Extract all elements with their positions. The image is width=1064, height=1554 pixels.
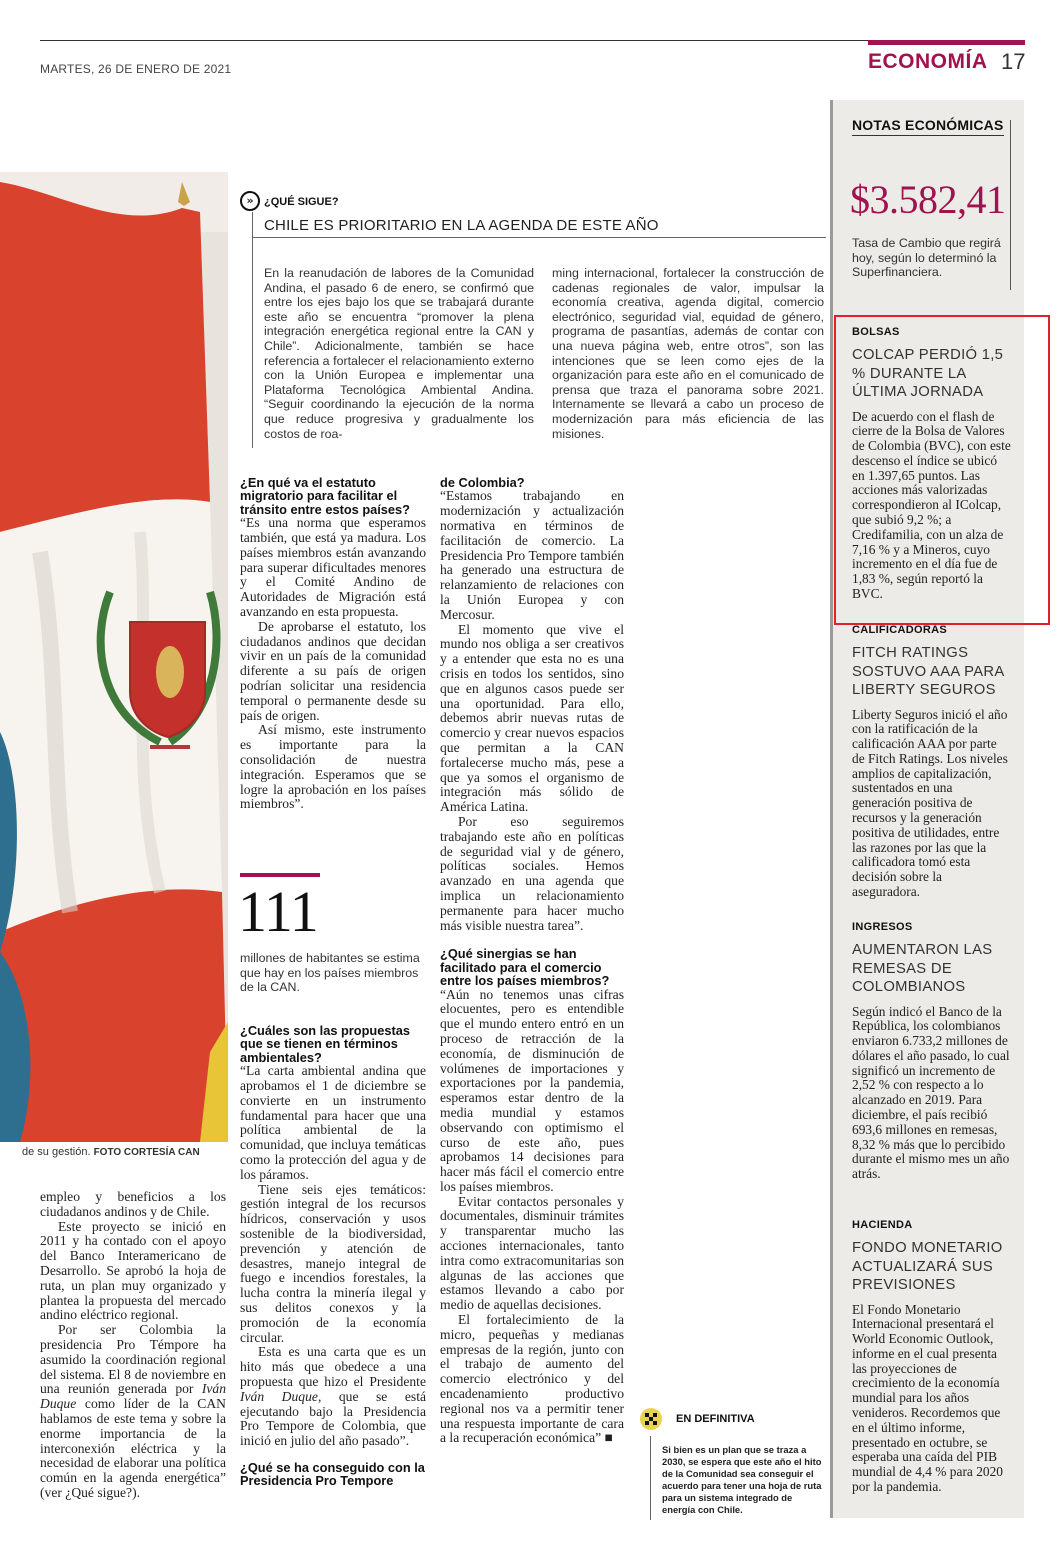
checkered-flag-icon	[640, 1408, 662, 1430]
interview-question: ¿Qué sinergias se han facilitado para el comercio entre los países miembros?	[440, 946, 610, 989]
paragraph: “La carta ambiental andina que aprobamos el 1 de diciembre se convierte en un instrumento fundamental para hacer que una política ambiental de la comunidad, que incluya temáticas como la protección del agua y de los páramos.	[240, 1063, 426, 1182]
page-number: 17	[1001, 49, 1026, 74]
highlight-box	[834, 315, 1050, 625]
paragraph: “Aún no tenemos unas cifras elocuentes, pero es entendible que el mundo entero entró en un proceso de retracción de la economía, de disminución de volúmenes de importaciones y exportaciones por la pandemia, esperamos estar dentro de la media mundial y estamos observando con optimismo el curso de este año, pues aprobamos 14 decisiones para hacer más fácil el comercio entre los países miembros.	[440, 986, 624, 1194]
paragraph: empleo y beneficios a los ciudadanos andinos y de Chile.	[40, 1189, 226, 1219]
note-kicker: INGRESOS	[852, 921, 913, 933]
exchange-rate-description: Tasa de Cambio que regirá hoy, según lo determinó la Superfinanciera.	[852, 236, 1001, 280]
note-headline: FITCH RATINGS SOSTUVO AAA PARA LIBERTY SEGUROS	[852, 645, 1004, 698]
stat-description: millones de habitantes se estima que hay en los países miembros de la CAN.	[240, 951, 420, 995]
flag-illustration	[0, 172, 228, 1142]
que-sigue-column-1: En la reanudación de labores de la Comunidad Andina, el pasado 6 de enero, se confirmó que entre los ejes bajo los que se trabajará durante este año se encuentra “promover la plena integración energética regional entre la CAN y Chile”. Adicionalmente, también se hace referencia a fortalecer el relacionamiento externo con la Unión Europea e implementar una Plataforma Tecnológica Ambiental Andina. “Seguir coordinando la ejecución de la norma que reduce progresiva y gradualmente los costos de roa-	[264, 266, 534, 441]
note-calificadoras	[852, 624, 1017, 900]
issue-date: MARTES, 26 DE ENERO DE 2021	[40, 62, 232, 76]
paragraph: “Es una norma que esperamos también, que está ya madura. Los países miembros están avanzando para superar dificultades menores y el Comité Andino de Autoridades de Migración está avanzando en esta propuesta.	[240, 515, 426, 619]
note-headline: AUMENTARON LAS REMESAS DE COLOMBIANOS	[852, 942, 993, 995]
que-sigue-rule-vertical	[252, 212, 253, 448]
interview-question-continued: de Colombia?	[440, 475, 525, 490]
caption-text: de su gestión.	[22, 1146, 91, 1158]
en-definitiva-label: EN DEFINITIVA	[676, 1413, 755, 1425]
article-column-b	[240, 476, 426, 812]
paragraph: El momento que vive el mundo nos obliga a ser creativos y a entender que esta no es una crisis en todos los sentidos, sino que en algunos casos puede ser una oportunidad. Para ello, debemos abrir nuevas rutas de comercio y crear nuevos espacios que permitan a la CAN fortalecerse mucho más, pese a que ya somos el organismo de integración más sólido de América Latina.	[440, 621, 624, 815]
end-mark: ■	[604, 1430, 613, 1446]
sidebar-title-rule	[1010, 120, 1011, 290]
paragraph: Este proyecto se inició en 2011 y ha contado con el apoyo del Banco Interamericano de Desarrollo. Se aprobó la hoja de ruta, un plan muy organizado y plantea la propuesta del mercado andino eléctrico regional.	[40, 1218, 226, 1323]
note-body: De acuerdo con el flash de cierre de la Bolsa de Valores de Colombia (BVC), con este descenso el índice se ubicó en 1.397,65 puntos. Las acciones más valorizadas correspondieron al IColcap, que subió 9,2 %; a Credifamilia, con un alza de 7,16 % y a Mineros, cuyo incremento en el día fue de 1,83 %, según reportó la BVC.	[852, 408, 1011, 602]
note-kicker: BOLSAS	[852, 326, 900, 338]
article-column-c	[440, 476, 624, 1446]
section-bar	[868, 40, 1025, 45]
paragraph: De aprobarse el estatuto, los ciudadanos andinos que decidan vivir en un país de la comunidad diferente a su país de origen podrían solicitar una residencia temporal o permanente desde su país de origen.	[240, 618, 426, 723]
section-name: ECONOMÍA	[868, 50, 988, 73]
paragraph: El fortalecimiento de la micro, pequeñas y medianas empresas de la región, junto con el trabajo de aumento del comercio electrónico y del encadenamiento productivo regional nos va a permitir tener una respuesta importante de cara a la recuperación económica” ■	[440, 1312, 624, 1446]
exchange-rate-figure: $3.582,41	[850, 177, 1006, 222]
paragraph: Por eso seguiremos trabajando este año en políticas de seguridad vial y de género, políticas sociales. Hemos avanzado en una agenda que implica un relacionamiento permanente para hacer mucho más visible nuestra tarea”.	[440, 813, 624, 933]
sidebar-title: NOTAS ECONÓMICAS	[852, 117, 1004, 136]
stat-number: 111	[238, 879, 318, 944]
sidebar-divider	[830, 100, 833, 1518]
note-kicker: HACIENDA	[852, 1219, 913, 1231]
interview-question: ¿En qué va el estatuto migratorio para facilitar el tránsito entre estos países?	[240, 475, 410, 517]
paragraph: Esta es una carta que es un hito más que obedece a una propuesta que hizo el Presidente Iván Duque, que se está ejecutando bajo la Presidencia Pro Tempore de Colombia, que inició en julio del año pasado”.	[240, 1344, 427, 1449]
note-body: Según indicó el Banco de la República, los colombianos enviaron 6.733,2 millones de dólares el año pasado, lo cual significó un incremento de 2,52 % con respecto a lo alcanzado en 2019. Para diciembre, el país recibió 693,6 millones en remesas, 8,32 % más que lo percibido durante el mismo mes un año atrás.	[852, 1003, 1010, 1182]
article-column-a	[40, 1190, 226, 1501]
interview-question: ¿Cuáles son las propuestas que se tienen en términos ambientales?	[240, 1023, 410, 1065]
que-sigue-title: CHILE ES PRIORITARIO EN LA AGENDA DE ESTE AÑO	[264, 217, 659, 234]
note-body: Liberty Seguros inició el año con la ratificación de la calificación AAA por parte de Fitch Ratings. Los niveles amplios de capitalización, sustentados en una generación positiva de recursos y la generación positiva de utilidades, entre las razones por las que la calificadora tomó esta decisión sobre la aseguradora.	[852, 706, 1008, 900]
en-definitiva-rule	[650, 1436, 651, 1520]
person-name: Iván Duque	[240, 1388, 318, 1404]
note-body: El Fondo Monetario Internacional presentará el World Economic Outlook, informe en el cual presenta las proyecciones de crecimiento de la economía mundial para los años venideros. Recordemos que en el último informe, presentado en octubre, se esperaba una caída del PIB mundial de 4,4 % para 2020 por la pandemia.	[852, 1301, 1003, 1495]
person-name: Iván Duque	[40, 1381, 226, 1412]
paragraph: Tiene seis ejes temáticos: gestión integral de los recursos hídricos, conservación y usos sostenible de la biodiversidad, prevención y atención de desastres, manejo integral de fuego e incendios forestales, la lucha contra la minería ilegal y sus delitos conexos y la promoción de la economía circular.	[240, 1181, 426, 1345]
paragraph: Evitar contactos personales y documentales, disminuir trámites y transparentar mucho las acciones internacionales, tanto intra como extracomunitarias son algunas de las acciones que estamos llevando a cabo por medio de aquellas decisiones.	[440, 1193, 624, 1313]
caption-credit: FOTO CORTESÍA CAN	[93, 1147, 200, 1158]
en-definitiva-text: Si bien es un plan que se traza a 2030, se espera que este año el hito de la Comunidad sea conseguir el acuerdo para tener una hoja de ruta para un sistema integrado de energía con Chile.	[662, 1444, 822, 1515]
note-hacienda	[852, 1219, 1017, 1495]
paragraph: Así mismo, este instrumento es importante para la consolidación de nuestra integración. Esperamos que se logre la aprobación en los países miembros”.	[240, 722, 426, 812]
flag-photo	[0, 172, 228, 1142]
note-headline: FONDO MONETARIO ACTUALIZARÁ SUS PREVISIONES	[852, 1240, 1003, 1293]
interview-question: ¿Qué se ha conseguido con la Presidencia Pro Tempore	[240, 1459, 425, 1489]
photo-caption	[22, 1146, 200, 1158]
article-column-b-continued	[240, 1024, 426, 1488]
que-sigue-rule-horizontal	[252, 237, 826, 238]
note-ingresos	[852, 921, 1017, 1182]
paragraph: “Estamos trabajando en modernización y actualización normativa en términos de facilitación de comercio. La Presidencia Pro Tempore también ha generado una estructura de relanzamiento de relaciones con la Unión Europea y con Mercosur.	[440, 488, 624, 622]
paragraph: Por ser Colombia la presidencia Pro Témpore ha asumido la coordinación regional del sistema. El 8 de noviembre en una reunión generada por Iván Duque como líder de la CAN hablamos de este tema y sobre la enorme importancia de la interconexión eléctrica y la necesidad de elaborar una política común en la agenda energética” (ver ¿Qué sigue?).	[40, 1322, 226, 1500]
que-sigue-column-2: ming internacional, fortalecer la construcción de cadenas regionales de valor, impulsar la economía creativa, agenda digital, comercio electrónico, seguridad vial, equidad de género, programa de pasantías, además de contar con una nueva página web, entre otros”, son las intenciones que se leen como ejes de la organización para este año en el comunicado de prensa que traza el panorama sobre 2021. Internamente se llevará a cabo un proceso de modernización para más eficiencia de las misiones.	[552, 266, 824, 441]
que-sigue-kicker: ¿QUÉ SIGUE?	[264, 196, 339, 208]
note-kicker: CALIFICADORAS	[852, 624, 947, 636]
forward-arrows-icon: »	[240, 191, 260, 211]
stat-bar	[240, 873, 320, 877]
note-headline: COLCAP PERDIÓ 1,5 % DURANTE LA ÚLTIMA JORNADA	[852, 347, 1004, 400]
